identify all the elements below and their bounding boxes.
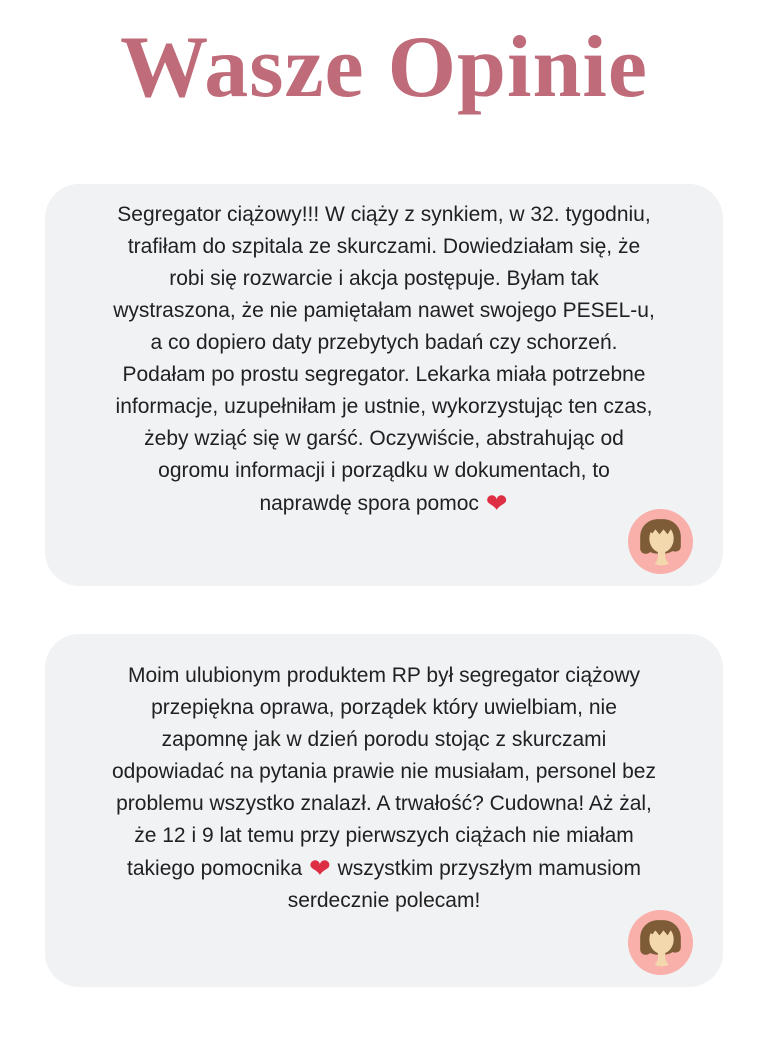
testimonial-line: Segregator ciążowy!!! W ciąży z synkiem, w 32. tygodniu,	[117, 203, 651, 226]
testimonial-line: problemu wszystko znalazł. A trwałość? Cudowna! Aż żal,	[116, 792, 652, 815]
testimonial-line: a co dopiero daty przebytych badań czy schorzeń.	[150, 331, 618, 354]
heart-icon: ❤	[485, 488, 508, 518]
woman-avatar-icon	[628, 509, 693, 574]
testimonial-line: informacje, uzupełniłam je ustnie, wykorzystując ten czas,	[115, 395, 653, 418]
testimonials-page	[0, 16, 768, 987]
testimonial-card-1	[45, 184, 723, 586]
testimonial-line: wystraszona, że nie pamiętałam nawet swojego PESEL-u,	[113, 299, 655, 322]
testimonial-line: Moim ulubionym produktem RP był segregator ciążowy	[128, 664, 640, 687]
testimonial-line: serdecznie polecam!	[287, 889, 481, 912]
testimonial-line: takiego pomocnika ❤ wszystkim przyszłym mamusiom	[127, 853, 641, 883]
testimonial-line: żeby wziąć się w garść. Oczywiście, abstrahując od	[144, 427, 624, 450]
testimonial-line: ogromu informacji i porządku w dokumentach, to	[158, 459, 610, 482]
testimonial-card-2	[45, 634, 723, 987]
testimonial-line: robi się rozwarcie i akcja postępuje. Byłam tak	[169, 267, 599, 290]
heart-icon: ❤	[308, 853, 331, 883]
testimonial-line: odpowiadać na pytania prawie nie musiałam, personel bez	[112, 760, 656, 783]
testimonial-text-2	[73, 660, 695, 917]
testimonial-line: Podałam po prostu segregator. Lekarka miała potrzebne	[122, 363, 646, 386]
page-title: Wasze Opinie	[120, 19, 648, 116]
testimonial-line: naprawdę spora pomoc ❤	[259, 488, 508, 518]
testimonial-line: zapomnę jak w dzień porodu stojąc z skurczami	[161, 728, 607, 751]
woman-avatar-icon	[628, 910, 693, 975]
testimonial-text-1	[73, 199, 695, 520]
testimonial-line: że 12 i 9 lat temu przy pierwszych ciążach nie miałam	[134, 824, 634, 847]
testimonial-line: przepiękna oprawa, porządek który uwielbiam, nie	[151, 696, 617, 719]
testimonial-line: trafiłam do szpitala ze skurczami. Dowiedziałam się, że	[127, 235, 641, 258]
